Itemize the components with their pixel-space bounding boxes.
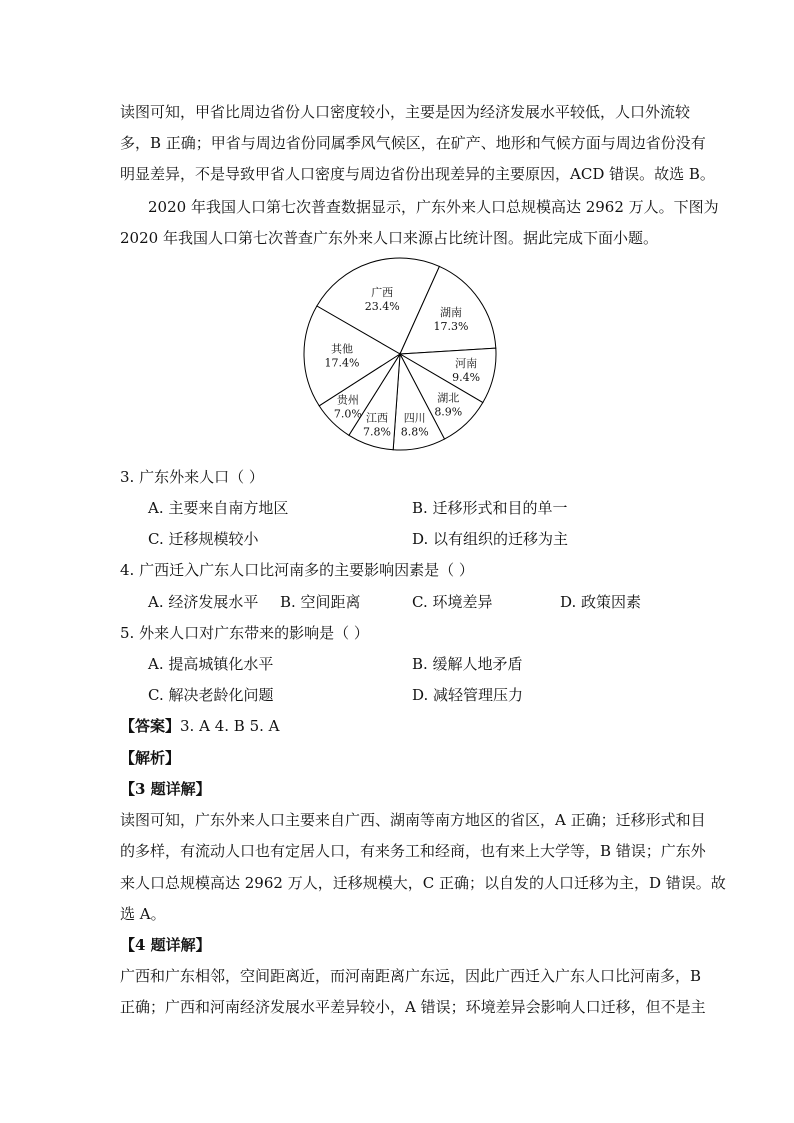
- question-4-stem: 4. 广西迁入广东人口比河南多的主要影响因素是（ ）: [120, 561, 474, 579]
- intro-line-1: 读图可知，甲省比周边省份人口密度较小，主要是因为经济发展水平较低，人口外流较: [120, 103, 691, 121]
- intro-line-4: 2020 年我国人口第七次普查数据显示，广东外来人口总规模高达 2962 万人。下图为: [148, 198, 719, 216]
- intro-line-5: 2020 年我国人口第七次普查广东外来人口来源占比统计图。据此完成下面小题。: [120, 229, 658, 247]
- pie-value-2: 17.3%: [433, 319, 469, 333]
- detail-4-line-2: 正确；广西和河南经济发展水平差异较小，A 错误；环境差异会影响人口迁移，但不是主: [120, 998, 706, 1016]
- question-5-option-a: A. 提高城镇化水平: [148, 655, 274, 673]
- pie-value-7: 7.0%: [333, 407, 362, 421]
- answer-label: 【答案】: [120, 717, 181, 735]
- detail-3-line-1: 读图可知，广东外来人口主要来自广西、湖南等南方地区的省区，A 正确；迁移形式和目: [120, 811, 706, 829]
- pie-value-5: 8.8%: [400, 425, 429, 439]
- detail-4-label: 【4 题详解】: [120, 936, 211, 954]
- pie-label-5: 四川: [403, 411, 426, 425]
- detail-3-line-2: 的多样，有流动人口也有定居人口，有来务工和经商，也有来上大学等，B 错误；广东外: [120, 842, 706, 860]
- question-3-option-b: B. 迁移形式和目的单一: [412, 499, 568, 517]
- intro-line-3: 明显差异，不是导致甲省人口密度与周边省份出现差异的主要原因，ACD 错误。故选 B。: [120, 165, 715, 183]
- question-4-option-c: C. 环境差异: [412, 593, 493, 611]
- pie-value-6: 7.8%: [363, 425, 391, 439]
- question-4-option-a: A. 经济发展水平: [148, 593, 259, 611]
- question-3-option-a: A. 主要来自南方地区: [148, 499, 289, 517]
- answer-line: [120, 716, 279, 736]
- pie-value-3: 9.4%: [452, 370, 481, 384]
- detail-3-line-3: 来人口总规模高达 2962 万人，迁移规模大，C 正确；以自发的人口迁移为主，D 错误。故: [120, 874, 726, 892]
- question-3-option-c: C. 迁移规模较小: [148, 530, 259, 548]
- analysis-label: 【解析】: [120, 749, 181, 767]
- pie-label-2: 湖南: [440, 305, 462, 319]
- question-5-option-d: D. 减轻管理压力: [412, 686, 524, 704]
- pie-value-4: 8.9%: [434, 405, 463, 419]
- answer-value: 3. A 4. B 5. A: [180, 717, 280, 735]
- pie-label-1: 广西: [371, 285, 394, 299]
- pie-label-3: 河南: [455, 356, 478, 370]
- pie-label-8: 其他: [331, 342, 353, 356]
- detail-3-label: 【3 题详解】: [120, 780, 211, 798]
- pie-chart: [290, 254, 510, 454]
- pie-label-6: 江西: [366, 411, 388, 425]
- intro-line-2: 多，B 正确；甲省与周边省份同属季风气候区，在矿产、地形和气候方面与周边省份没有: [120, 134, 706, 152]
- pie-value-1: 23.4%: [364, 299, 400, 313]
- pie-label-7: 贵州: [336, 393, 359, 407]
- detail-3-line-4: 选 A。: [120, 905, 166, 923]
- question-5-option-c: C. 解决老龄化问题: [148, 686, 274, 704]
- detail-4-line-1: 广西和广东相邻，空间距离近，而河南距离广东远，因此广西迁入广东人口比河南多，B: [120, 967, 702, 985]
- pie-value-8: 17.4%: [324, 356, 360, 370]
- pie-label-4: 湖北: [437, 391, 460, 405]
- question-3-option-d: D. 以有组织的迁移为主: [412, 530, 569, 548]
- question-4-option-d: D. 政策因素: [560, 593, 642, 611]
- question-3-stem: 3. 广东外来人口（ ）: [120, 468, 264, 486]
- question-5-option-b: B. 缓解人地矛盾: [412, 655, 523, 673]
- question-4-option-b: B. 空间距离: [280, 593, 361, 611]
- question-5-stem: 5. 外来人口对广东带来的影响是（ ）: [120, 624, 369, 642]
